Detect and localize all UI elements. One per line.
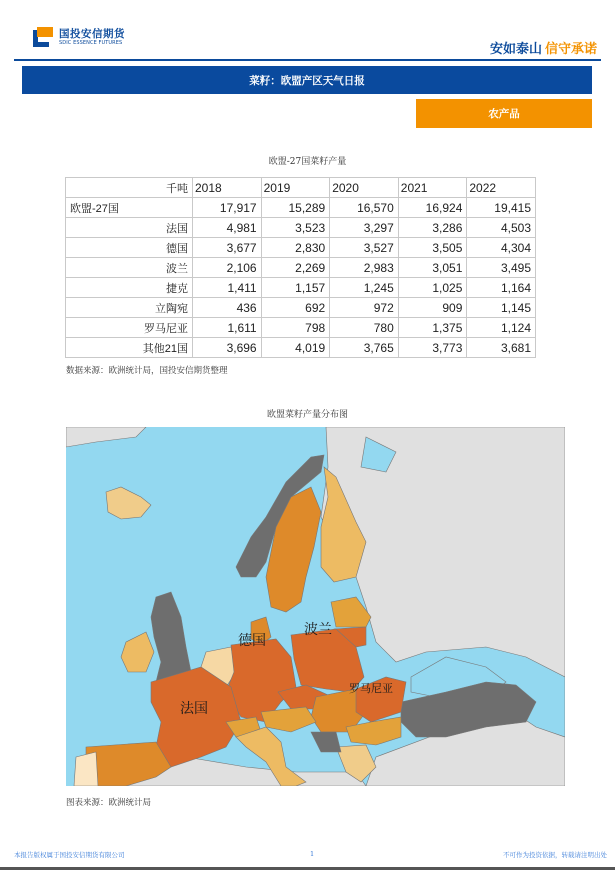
- cell: 1,124: [467, 318, 536, 338]
- footer-copyright: 本报告版权属于国投安信期货有限公司: [14, 851, 125, 859]
- cell: 4,019: [261, 338, 330, 358]
- slogan: [490, 38, 597, 57]
- cell: 2,983: [330, 258, 399, 278]
- cell: 1,411: [193, 278, 262, 298]
- map-caption: 欧盟菜籽产量分布图: [266, 410, 348, 420]
- page-number: 1: [310, 850, 315, 858]
- cell: 1,245: [330, 278, 399, 298]
- cell: 909: [398, 298, 467, 318]
- table-row: [66, 278, 536, 298]
- row-label: 法国: [66, 218, 193, 238]
- cell: 4,503: [467, 218, 536, 238]
- table-row: [66, 198, 536, 218]
- map-graphic: [66, 427, 565, 786]
- cell: 1,164: [467, 278, 536, 298]
- cell: 15,289: [261, 198, 330, 218]
- column-header: 2019: [261, 178, 330, 198]
- map-label-poland: 波兰: [304, 622, 332, 638]
- cell: 1,025: [398, 278, 467, 298]
- cell: 2,106: [193, 258, 262, 278]
- cell: 4,981: [193, 218, 262, 238]
- column-header: 2018: [193, 178, 262, 198]
- table-row: [66, 338, 536, 358]
- row-label: 其他21国: [66, 338, 193, 358]
- cell: 3,523: [261, 218, 330, 238]
- cell: 972: [330, 298, 399, 318]
- cell: 3,677: [193, 238, 262, 258]
- map-label-france: 法国: [180, 701, 208, 717]
- row-label: 立陶宛: [66, 298, 193, 318]
- logo-name-en: SDIC ESSENCE FUTURES: [59, 39, 123, 46]
- cell: 4,304: [467, 238, 536, 258]
- cell: 2,830: [261, 238, 330, 258]
- table-row: [66, 298, 536, 318]
- slogan-part1: 安如泰山: [489, 42, 542, 57]
- eu-production-map: [66, 427, 565, 786]
- cell: 3,765: [330, 338, 399, 358]
- cell: 780: [330, 318, 399, 338]
- company-logo: [33, 27, 125, 47]
- row-label: 罗马尼亚: [66, 318, 193, 338]
- cell: 19,415: [467, 198, 536, 218]
- cell: 692: [261, 298, 330, 318]
- row-label: 德国: [66, 238, 193, 258]
- row-label: 捷克: [66, 278, 193, 298]
- header-divider: [14, 59, 601, 61]
- cell: 3,495: [467, 258, 536, 278]
- table-source: 数据来源：欧洲统计局，国投安信期货整理: [66, 366, 228, 376]
- table-row: [66, 218, 536, 238]
- cell: 1,375: [398, 318, 467, 338]
- cell: 3,773: [398, 338, 467, 358]
- cell: 16,924: [398, 198, 467, 218]
- column-header: 2020: [330, 178, 399, 198]
- cell: 1,611: [193, 318, 262, 338]
- cell: 1,157: [261, 278, 330, 298]
- cell: 3,681: [467, 338, 536, 358]
- column-header: 2021: [398, 178, 467, 198]
- table-header-row: [66, 178, 536, 198]
- unit-label: 千吨: [66, 178, 193, 198]
- row-label: 欧盟-27国: [66, 198, 193, 218]
- table-row: [66, 318, 536, 338]
- cell: 3,505: [398, 238, 467, 258]
- footer-disclaimer: 不可作为投资依据，转载请注明出处: [503, 851, 607, 859]
- table-row: [66, 258, 536, 278]
- cell: 3,297: [330, 218, 399, 238]
- cell: 1,145: [467, 298, 536, 318]
- cell: 2,269: [261, 258, 330, 278]
- column-header: 2022: [467, 178, 536, 198]
- report-title: 菜籽：欧盟产区天气日报: [22, 66, 592, 94]
- map-label-romania: 罗马尼亚: [349, 682, 393, 695]
- table-row: [66, 238, 536, 258]
- slogan-part2: 信守承诺: [544, 42, 597, 57]
- cell: 798: [261, 318, 330, 338]
- cell: 16,570: [330, 198, 399, 218]
- cell: 3,696: [193, 338, 262, 358]
- map-source: 图表来源：欧洲统计局: [66, 798, 152, 808]
- cell: 3,051: [398, 258, 467, 278]
- cell: 3,527: [330, 238, 399, 258]
- cell: 17,917: [193, 198, 262, 218]
- category-tag: 农产品: [416, 99, 592, 128]
- cell: 436: [193, 298, 262, 318]
- map-label-germany: 德国: [238, 633, 266, 649]
- production-table: [65, 177, 536, 358]
- cell: 3,286: [398, 218, 467, 238]
- table-caption: 欧盟-27国菜籽产量: [268, 157, 347, 167]
- logo-name-cn: 国投安信期货: [59, 27, 125, 40]
- logo-mark-icon: [33, 27, 53, 47]
- row-label: 波兰: [66, 258, 193, 278]
